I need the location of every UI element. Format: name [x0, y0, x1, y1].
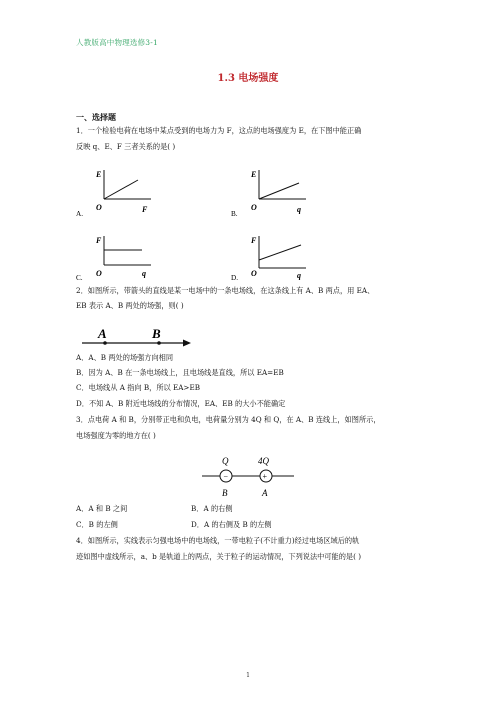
q3-option-b: B．A 的右侧 — [191, 504, 233, 513]
q2-point-b-dot — [157, 341, 161, 345]
q1-option-c-label: C. — [76, 274, 83, 282]
q1-graph-d-x-label: q — [297, 271, 301, 280]
q2-option-c: C．电场线从 A 指向 B，所以 EA>EB — [76, 383, 200, 392]
q1-graph-b-origin: O — [251, 203, 257, 212]
q1-graph-d — [231, 232, 321, 284]
q3-charge-right-value: 4Q — [258, 456, 269, 466]
q1-graph-c-x-label: q — [142, 269, 146, 278]
q1-graph-d-plot-line — [259, 245, 301, 260]
page-title: 1.3 电场强度 — [217, 73, 279, 84]
q1-graph-b — [231, 166, 321, 220]
q1-graph-a-x-label: F — [142, 205, 148, 214]
section-heading: 一、选择题 — [76, 112, 116, 122]
q1-graph-d-y-label: F — [251, 236, 257, 245]
q1-graph-a-plot-line — [104, 180, 138, 199]
q2-point-b-label: B — [152, 326, 161, 341]
q2-stem-line2: EB 表示 A、B 两处的场强，则( ) — [76, 301, 184, 310]
q3-charge-left-sign: − — [223, 472, 229, 481]
q1-option-b-label: B. — [231, 210, 238, 218]
q3-charge-left-value: Q — [222, 456, 229, 466]
q3-charge-right-name: A — [262, 488, 268, 498]
q3-charge-left-name: B — [222, 488, 228, 498]
q3-stem-line1: 3．点电荷 A 和 B，分别带正电和负电，电荷量分别为 4Q 和 Q，在 A、B 连线上，如图所示， — [76, 415, 381, 424]
document-header: 人教版高中物理选修3-1 — [76, 38, 158, 47]
q2-option-b: B．因为 A、B 在一条电场线上，且电场线是直线，所以 EA=EB — [76, 368, 284, 377]
q1-option-a-label: A. — [76, 210, 83, 218]
q4-stem-line1: 4．如图所示，实线表示匀强电场中的电场线，一带电粒子(不计重力)经过电场区域后的轨 — [76, 536, 360, 545]
q4-stem-line2: 迹如图中虚线所示，a、b 是轨道上的两点，关于粒子的运动情况，下列说法中可能的是( ) — [76, 552, 362, 561]
q2-field-arrow-icon — [183, 340, 191, 347]
q3-option-c: C．B 的左侧 — [76, 520, 118, 529]
q3-stem-line2: 电场强度为零的地方在( ) — [76, 431, 156, 440]
q1-graph-c — [76, 232, 166, 284]
q1-graph-a-y-label: E — [96, 170, 102, 179]
q1-stem-line2: 反映 q、E、F 三者关系的是( ) — [76, 142, 176, 151]
q1-graph-c-origin: O — [96, 269, 102, 278]
q1-stem-line1: 1．一个检验电荷在电场中某点受到的电场力为 F，这点的电场强度为 E，在下图中能正确 — [76, 126, 362, 135]
q2-point-a-label: A — [98, 326, 107, 341]
q2-option-d: D．不知 A、B 附近电场线的分布情况，EA、EB 的大小不能确定 — [76, 399, 286, 408]
q1-option-d-label: D. — [231, 274, 238, 282]
q3-charge-right-sign: + — [262, 472, 268, 481]
q1-graph-d-origin: O — [251, 269, 257, 278]
q3-option-d: D．A 的右侧及 B 的左侧 — [191, 520, 272, 529]
q3-option-a: A．A 和 B 之间 — [76, 504, 128, 513]
q1-graph-a — [76, 166, 166, 220]
q2-stem-line1: 2．如图所示，带箭头的直线是某一电场中的一条电场线，在这条线上有 A、B 两点，用 EA、 — [76, 286, 375, 295]
q1-graph-b-y-label: E — [251, 170, 257, 179]
q1-graph-a-origin: O — [96, 203, 102, 212]
q1-graph-b-x-label: q — [297, 205, 301, 214]
q3-charges-figure — [200, 455, 300, 499]
q1-graph-c-y-label: F — [96, 236, 102, 245]
q2-field-line-figure — [80, 322, 200, 348]
q2-point-a-dot — [103, 341, 107, 345]
page-number: 1 — [246, 672, 250, 679]
q2-option-a: A．A、B 两处的场强方向相同 — [76, 353, 174, 362]
q1-graph-b-plot-line — [259, 183, 299, 199]
